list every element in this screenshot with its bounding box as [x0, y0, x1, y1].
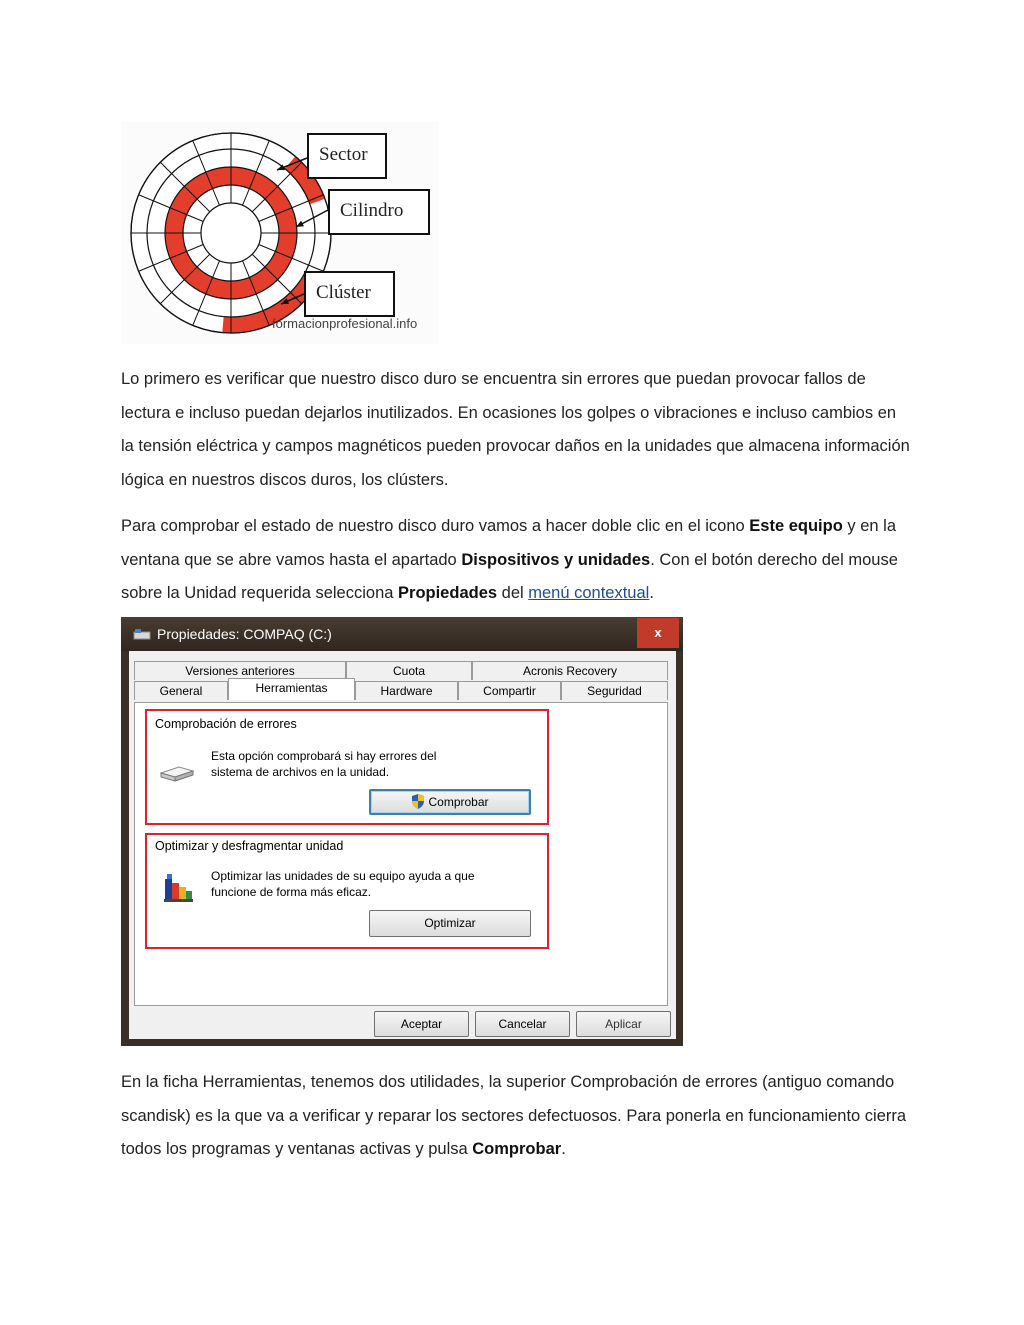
callout-cylinder: Cilindro: [328, 189, 430, 235]
tab-versiones-anteriores[interactable]: Versiones anteriores: [134, 661, 346, 680]
tools-panel: [134, 702, 668, 1006]
check-button-label: Comprobar: [428, 795, 489, 809]
shield-icon: [411, 794, 425, 809]
bold-dispositivos: Dispositivos y unidades: [461, 550, 651, 569]
text: Para comprobar el estado de nuestro disco duro vamos a hacer doble clic en el icono: [121, 517, 750, 535]
tab-acronis-recovery[interactable]: Acronis Recovery: [472, 661, 668, 680]
text: .: [561, 1140, 566, 1158]
tab-herramientas[interactable]: Herramientas: [228, 678, 355, 700]
bold-este-equipo: Este equipo: [749, 517, 843, 535]
drive-icon: [133, 628, 151, 640]
paragraph-intro: Lo primero es verificar que nuestro disco duro se encuentra sin errores que puedan provocar fallos de lectura e incluso puedan dejarlos inutilizados. En ocasiones los golpes o vibraciones e incluso cambios en la tensión eléctrica y campos magnéticos pueden provocar daños en la unidades que almacena información lógica en nuestros discos duros, los clústers.: [121, 370, 910, 489]
apply-button[interactable]: Aplicar: [576, 1011, 671, 1037]
dialog-titlebar: [121, 617, 683, 651]
optimize-title: Optimizar y desfragmentar unidad: [155, 839, 344, 853]
tab-cuota[interactable]: Cuota: [346, 661, 472, 680]
tab-hardware[interactable]: Hardware: [355, 681, 458, 700]
bold-comprobar: Comprobar: [472, 1140, 562, 1158]
text: En la ficha Herramientas, tenemos dos utilidades, la superior Comprobación de errores (antiguo comando scandisk) es la que va a verificar y reparar los sectores defectuosos. Para ponerla en funcionamiento cierra todos los programas y ventanas activas y pulsa: [121, 1073, 907, 1158]
disk-structure-figure: [121, 122, 439, 344]
optimize-description: Optimizar las unidades de su equipo ayuda a que funcione de forma más eficaz.: [211, 869, 475, 899]
paragraph-tools: [121, 1066, 911, 1167]
properties-dialog-screenshot: [121, 617, 683, 1046]
text: y en la ventana que se abre vamos hasta el apartado: [121, 517, 896, 569]
close-button[interactable]: x: [637, 618, 679, 648]
callout-cluster: Clúster: [304, 271, 395, 317]
error-check-group: [145, 709, 549, 825]
error-check-description: Esta opción comprobará si hay errores del sistema de archivos en la unidad.: [211, 749, 437, 779]
text: del: [497, 584, 529, 602]
dialog-body: [129, 651, 676, 1039]
defrag-icon: [161, 871, 195, 905]
paragraph-instructions: [121, 510, 911, 611]
cancel-button[interactable]: Cancelar: [475, 1011, 570, 1037]
tab-compartir[interactable]: Compartir: [458, 681, 561, 700]
tab-seguridad[interactable]: Seguridad: [561, 681, 668, 700]
optimize-button[interactable]: Optimizar: [369, 910, 531, 937]
optimize-group: [145, 833, 549, 949]
text: . Con el botón derecho del mouse sobre la Unidad requerida selecciona: [121, 550, 898, 602]
error-check-title: Comprobación de errores: [155, 717, 297, 731]
callout-sector: Sector: [307, 133, 387, 179]
accept-button[interactable]: Aceptar: [374, 1011, 469, 1037]
hard-drive-icon: [159, 763, 195, 783]
dialog-title: Propiedades: COMPAQ (C:): [157, 626, 332, 642]
check-button[interactable]: [369, 789, 531, 815]
context-menu-link[interactable]: menú contextual: [528, 584, 650, 602]
bold-propiedades: Propiedades: [398, 584, 498, 602]
text: .: [649, 584, 654, 602]
tab-general[interactable]: General: [134, 681, 228, 700]
figure-watermark: formacionprofesional.info: [272, 316, 418, 331]
